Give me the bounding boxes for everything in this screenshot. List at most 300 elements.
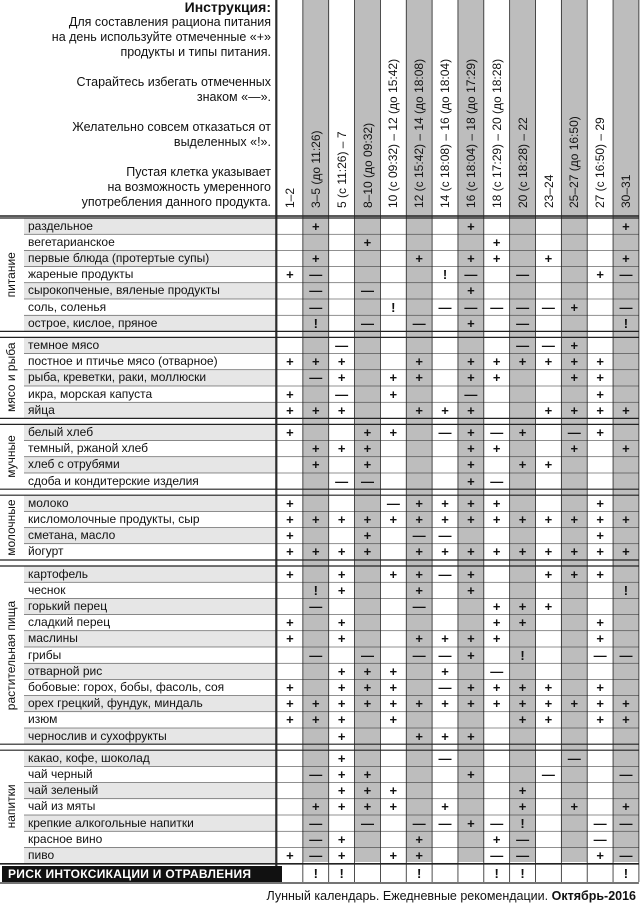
cell-mark: + (622, 250, 630, 266)
cell-mark: + (286, 696, 294, 712)
cell-mark: + (596, 386, 604, 402)
column-header: 14 (с 18:08) – 16 (до 18:04) (438, 58, 453, 208)
cell-mark: + (286, 615, 294, 631)
cell-mark: — (516, 337, 530, 353)
instructions-line: знаком «—». (196, 90, 271, 104)
cell-mark: + (596, 370, 604, 386)
row-label: сдоба и кондитерские изделия (28, 473, 199, 488)
cell-mark: + (596, 615, 604, 631)
cell-mark: — (309, 370, 323, 386)
cell-mark: + (570, 299, 579, 315)
row-label: отварной рис (28, 663, 103, 678)
column-header: 8–10 (до 09:32) (360, 122, 375, 208)
cell-mark: + (622, 218, 630, 234)
cell-mark: — (309, 847, 323, 863)
cell-mark: + (363, 511, 372, 527)
row-label: яйца (28, 402, 55, 417)
cell-mark: + (492, 495, 501, 511)
instructions-line (0, 150, 271, 165)
cell-mark: + (337, 511, 346, 527)
row-label: крепкие алкогольные напитки (28, 815, 194, 830)
cell-mark: — (490, 663, 504, 679)
cell-mark: — (490, 847, 504, 863)
cell-mark: + (415, 847, 423, 863)
cell-mark: + (286, 354, 294, 370)
cell-mark: + (415, 544, 423, 560)
cell-mark: + (441, 511, 449, 527)
cell-mark: ! (442, 267, 448, 283)
cell-mark: + (544, 598, 553, 614)
cell-mark: + (467, 250, 475, 266)
cell-mark: + (544, 457, 553, 473)
cell-mark: — (309, 815, 323, 831)
cell-mark: + (389, 799, 398, 815)
cell-mark: — (438, 750, 452, 766)
cell-mark: + (492, 544, 501, 560)
cell-mark: + (415, 495, 423, 511)
cell-mark: + (415, 831, 423, 847)
instructions-line: на день используйте отмеченные «+» (51, 30, 271, 44)
cell-mark: + (389, 712, 398, 728)
instructions-line: Старайтесь избегать отмеченных (76, 75, 271, 89)
cell-mark: + (518, 799, 527, 815)
row-label: кисломолочные продукты, сыр (28, 511, 200, 526)
risk-mark: ! (520, 866, 525, 881)
cell-mark: + (518, 457, 527, 473)
cell-mark: + (363, 528, 372, 544)
cell-mark: + (441, 544, 449, 560)
cell-mark: — (593, 647, 607, 663)
cell-mark: + (415, 582, 423, 598)
cell-mark: + (337, 728, 346, 744)
cell-mark: — (309, 598, 323, 614)
cell-mark: — (516, 315, 530, 331)
row-label: белый хлеб (28, 424, 94, 439)
cell-mark: — (619, 847, 633, 863)
cell-mark: + (467, 457, 475, 473)
cell-mark: + (596, 847, 604, 863)
cell-mark: + (337, 783, 346, 799)
cell-mark: + (311, 696, 320, 712)
risk-mark: ! (339, 866, 344, 881)
cell-mark: + (467, 495, 475, 511)
cell-mark: + (518, 679, 527, 695)
instructions-line: употребления данного продукта. (81, 195, 271, 209)
row-label: чай из мяты (28, 799, 96, 814)
cell-mark: + (518, 354, 527, 370)
cell-mark: + (415, 566, 423, 582)
cell-mark: ! (313, 582, 318, 598)
group-label: питание (4, 252, 18, 298)
cell-mark: + (570, 511, 579, 527)
cell-mark: + (286, 544, 294, 560)
cell-mark: — (360, 283, 374, 299)
row-label: сладкий перец (28, 615, 111, 630)
cell-mark: + (570, 370, 579, 386)
cell-mark: + (467, 815, 475, 831)
row-label: чернослив и сухофрукты (28, 728, 167, 743)
footer-text: Лунный календарь. Ежедневные рекомендации. (266, 889, 549, 903)
column-header: 5 (с 11:26) – 7 (334, 131, 349, 208)
cell-mark: — (360, 473, 374, 489)
row-label: чеснок (28, 582, 66, 597)
cell-mark: + (596, 631, 604, 647)
column-header: 23–24 (541, 174, 556, 208)
cell-mark: — (309, 831, 323, 847)
cell-mark: — (619, 815, 633, 831)
cell-mark: + (363, 783, 372, 799)
cell-mark: + (622, 696, 630, 712)
cell-mark: + (596, 424, 604, 440)
column-header: 16 (с 18:04) – 18 (до 17:29) (463, 58, 478, 208)
cell-mark: + (492, 631, 501, 647)
cell-mark: + (415, 354, 423, 370)
cell-mark: + (415, 511, 423, 527)
cell-mark: + (492, 598, 501, 614)
row-label: грибы (28, 647, 62, 662)
cell-mark: — (619, 267, 633, 283)
cell-mark: + (492, 615, 501, 631)
cell-mark: + (337, 712, 346, 728)
cell-mark: — (464, 299, 478, 315)
cell-mark: — (541, 337, 555, 353)
cell-mark: + (337, 766, 346, 782)
cell-mark: + (467, 766, 475, 782)
group-label: мучные (4, 435, 18, 479)
cell-mark: + (518, 544, 527, 560)
cell-mark: — (309, 283, 323, 299)
cell-mark: + (286, 712, 294, 728)
row-label: горький перец (28, 598, 108, 613)
cell-mark: + (544, 402, 553, 418)
row-shade (24, 847, 277, 863)
cell-mark: + (467, 283, 475, 299)
cell-mark: — (490, 815, 504, 831)
cell-mark: + (311, 250, 320, 266)
cell-mark: + (389, 663, 398, 679)
cell-mark: + (415, 402, 423, 418)
cell-mark: + (570, 566, 579, 582)
cell-mark: ! (391, 299, 396, 315)
column-header: 20 (с 18:28) – 22 (515, 117, 530, 208)
cell-mark: — (619, 299, 633, 315)
cell-mark: ! (623, 315, 629, 331)
cell-mark: + (596, 511, 604, 527)
cell-mark: + (544, 354, 553, 370)
row-label: пиво (28, 847, 55, 862)
cell-mark: + (337, 799, 346, 815)
cell-mark: + (311, 712, 320, 728)
cell-mark: + (467, 647, 475, 663)
cell-mark: + (363, 799, 372, 815)
cell-mark: + (570, 696, 579, 712)
cell-mark: + (311, 218, 320, 234)
cell-mark: + (467, 728, 475, 744)
cell-mark: — (412, 815, 426, 831)
cell-mark: + (415, 696, 423, 712)
cell-mark: + (286, 386, 294, 402)
cell-mark: + (311, 544, 320, 560)
cell-mark: — (412, 528, 426, 544)
cell-mark: — (516, 299, 530, 315)
cell-mark: + (337, 679, 346, 695)
risk-mark: ! (494, 866, 499, 881)
cell-mark: + (492, 250, 501, 266)
cell-mark: + (441, 663, 449, 679)
cell-mark: + (337, 831, 346, 847)
cell-mark: + (286, 528, 294, 544)
cell-mark: ! (520, 647, 525, 663)
cell-mark: + (467, 424, 475, 440)
cell-mark: + (622, 511, 630, 527)
cell-mark: + (492, 441, 501, 457)
cell-mark: + (467, 582, 475, 598)
cell-mark: + (286, 631, 294, 647)
risk-mark: ! (313, 866, 318, 881)
cell-mark: ! (623, 582, 629, 598)
cell-mark: — (490, 299, 504, 315)
cell-mark: + (544, 712, 553, 728)
cell-mark: + (311, 441, 320, 457)
row-shade (24, 402, 277, 418)
column-header: 30–31 (619, 174, 634, 208)
column-header: 12 (с 15:42) – 14 (до 18:08) (412, 58, 427, 208)
cell-mark: + (467, 354, 475, 370)
instructions-title: Инструкция: (184, 0, 271, 15)
row-label: острое, кислое, пряное (28, 315, 158, 330)
cell-mark: + (622, 402, 630, 418)
cell-mark: + (518, 598, 527, 614)
page-footer (267, 889, 636, 903)
cell-mark: + (389, 679, 398, 695)
column-header: 25–27 (до 16:50) (567, 116, 582, 208)
cell-mark: + (544, 544, 553, 560)
instructions-block (0, 0, 271, 214)
cell-mark: + (570, 441, 579, 457)
risk-row-label: РИСК ИНТОКСИКАЦИИ И ОТРАВЛЕНИЯ (2, 866, 282, 882)
cell-mark: + (596, 696, 604, 712)
cell-mark: + (311, 799, 320, 815)
cell-mark: — (516, 267, 530, 283)
cell-mark: + (415, 250, 423, 266)
cell-mark: + (622, 544, 630, 560)
group-label: мясо и рыба (4, 343, 18, 413)
cell-mark: — (593, 815, 607, 831)
cell-mark: — (516, 831, 530, 847)
group-label: молочные (4, 499, 18, 556)
cell-mark: + (311, 457, 320, 473)
row-label: икра, морская капуста (28, 386, 153, 401)
cell-mark: + (570, 354, 579, 370)
row-label: сметана, масло (28, 528, 116, 543)
cell-mark: + (337, 631, 346, 647)
row-label: орех грецкий, фундук, миндаль (28, 696, 203, 711)
cell-mark: + (544, 250, 553, 266)
cell-mark: + (286, 511, 294, 527)
cell-mark: + (286, 424, 294, 440)
cell-mark: + (363, 441, 372, 457)
row-label: сырокопченые, вяленые продукты (28, 283, 220, 298)
cell-mark: + (337, 663, 346, 679)
cell-mark: + (441, 728, 449, 744)
cell-mark: + (337, 847, 346, 863)
row-label: первые блюда (протертые супы) (28, 250, 210, 265)
cell-mark: + (337, 615, 346, 631)
cell-mark: + (596, 544, 604, 560)
cell-mark: — (438, 424, 452, 440)
cell-mark: + (570, 799, 579, 815)
row-label: йогурт (28, 544, 64, 559)
cell-mark: + (363, 424, 372, 440)
cell-mark: + (337, 696, 346, 712)
cell-mark: + (492, 511, 501, 527)
cell-mark: + (596, 354, 604, 370)
cell-mark: + (389, 511, 398, 527)
cell-mark: + (286, 847, 294, 863)
instructions-line: выделенных «!». (173, 135, 271, 149)
cell-mark: + (363, 457, 372, 473)
risk-mark: ! (623, 866, 629, 881)
cell-mark: + (467, 696, 475, 712)
cell-mark: — (360, 647, 374, 663)
group-label: растительная пища (4, 600, 18, 710)
cell-mark: + (389, 566, 398, 582)
footer-date: Октябрь-2016 (551, 889, 636, 903)
instructions-line: Пустая клетка указывает (126, 165, 271, 179)
cell-mark: — (567, 424, 581, 440)
cell-mark: — (412, 315, 426, 331)
cell-mark: + (492, 696, 501, 712)
cell-mark: + (467, 679, 475, 695)
cell-mark: + (570, 544, 579, 560)
cell-mark: — (309, 647, 323, 663)
cell-mark: — (335, 386, 349, 402)
column-header: 18 (с 17:29) – 20 (до 18:28) (489, 58, 504, 208)
cell-mark: — (438, 299, 452, 315)
column-header: 27 (с 16:50) – 29 (593, 117, 608, 208)
row-label: какао, кофе, шоколад (28, 750, 150, 765)
cell-mark: + (389, 424, 398, 440)
row-label: картофель (28, 566, 89, 581)
cell-mark: + (518, 783, 527, 799)
cell-mark: — (438, 528, 452, 544)
cell-mark: + (389, 696, 398, 712)
cell-mark: + (544, 511, 553, 527)
cell-mark: + (518, 511, 527, 527)
cell-mark: — (567, 750, 581, 766)
cell-mark: — (360, 315, 374, 331)
row-label: чай зеленый (28, 783, 99, 798)
column-header: 3–5 (до 11:26) (308, 130, 323, 208)
group-label: напитки (4, 784, 18, 829)
cell-mark: + (467, 402, 475, 418)
cell-mark: + (492, 354, 501, 370)
cell-mark: — (438, 679, 452, 695)
cell-mark: + (596, 495, 604, 511)
cell-mark: + (337, 750, 346, 766)
cell-mark: + (363, 663, 372, 679)
cell-mark: + (286, 679, 294, 695)
cell-mark: + (492, 370, 501, 386)
instructions-line: продукты и типы питания. (120, 45, 271, 59)
cell-mark: + (570, 337, 579, 353)
cell-mark: + (441, 696, 449, 712)
cell-mark: + (441, 495, 449, 511)
cell-mark: + (363, 696, 372, 712)
row-label: чай черный (28, 766, 93, 781)
cell-mark: + (492, 234, 501, 250)
cell-mark: + (286, 566, 294, 582)
cell-mark: — (360, 815, 374, 831)
cell-mark: + (389, 370, 398, 386)
cell-mark: + (622, 441, 630, 457)
cell-mark: — (490, 424, 504, 440)
cell-mark: + (337, 402, 346, 418)
cell-mark: + (518, 615, 527, 631)
row-label: жареные продукты (28, 267, 134, 282)
cell-mark: + (467, 544, 475, 560)
cell-mark: + (518, 712, 527, 728)
row-label: изюм (28, 712, 58, 727)
cell-mark: + (570, 402, 579, 418)
cell-mark: + (286, 402, 294, 418)
cell-mark: + (337, 566, 346, 582)
cell-mark: ! (313, 315, 318, 331)
cell-mark: — (438, 566, 452, 582)
cell-mark: — (309, 267, 323, 283)
instructions-line: Для составления рациона питания (68, 15, 271, 29)
instructions-line: на возможность умеренного (107, 180, 271, 194)
cell-mark: + (467, 511, 475, 527)
instructions-line (0, 60, 271, 75)
row-label: молоко (28, 495, 69, 510)
cell-mark: + (337, 354, 346, 370)
cell-mark: — (516, 847, 530, 863)
cell-mark: — (412, 647, 426, 663)
cell-mark: — (619, 647, 633, 663)
cell-mark: — (464, 267, 478, 283)
cell-mark: + (337, 441, 346, 457)
cell-mark: ! (520, 815, 525, 831)
cell-mark: — (412, 598, 426, 614)
cell-mark: + (337, 370, 346, 386)
cell-mark: — (464, 386, 478, 402)
instructions-line: Желательно совсем отказаться от (72, 120, 271, 134)
cell-mark: + (596, 679, 604, 695)
cell-mark: + (441, 402, 449, 418)
row-label: красное вино (28, 831, 103, 846)
cell-mark: — (593, 831, 607, 847)
cell-mark: + (441, 799, 449, 815)
cell-mark: + (311, 511, 320, 527)
cell-mark: — (309, 766, 323, 782)
cell-mark: + (622, 712, 630, 728)
instructions-text (0, 15, 271, 210)
row-label: рыба, креветки, раки, моллюски (28, 370, 207, 385)
cell-mark: + (467, 566, 475, 582)
cell-mark: — (619, 766, 633, 782)
cell-mark: + (337, 544, 346, 560)
cell-mark: + (544, 566, 553, 582)
cell-mark: + (596, 528, 604, 544)
risk-mark: ! (417, 866, 422, 881)
cell-mark: — (490, 473, 504, 489)
cell-mark: + (467, 370, 475, 386)
cell-mark: + (518, 696, 527, 712)
column-header: 1–2 (283, 187, 297, 208)
row-label: бобовые: горох, бобы, фасоль, соя (28, 679, 225, 694)
cell-mark: — (335, 473, 349, 489)
